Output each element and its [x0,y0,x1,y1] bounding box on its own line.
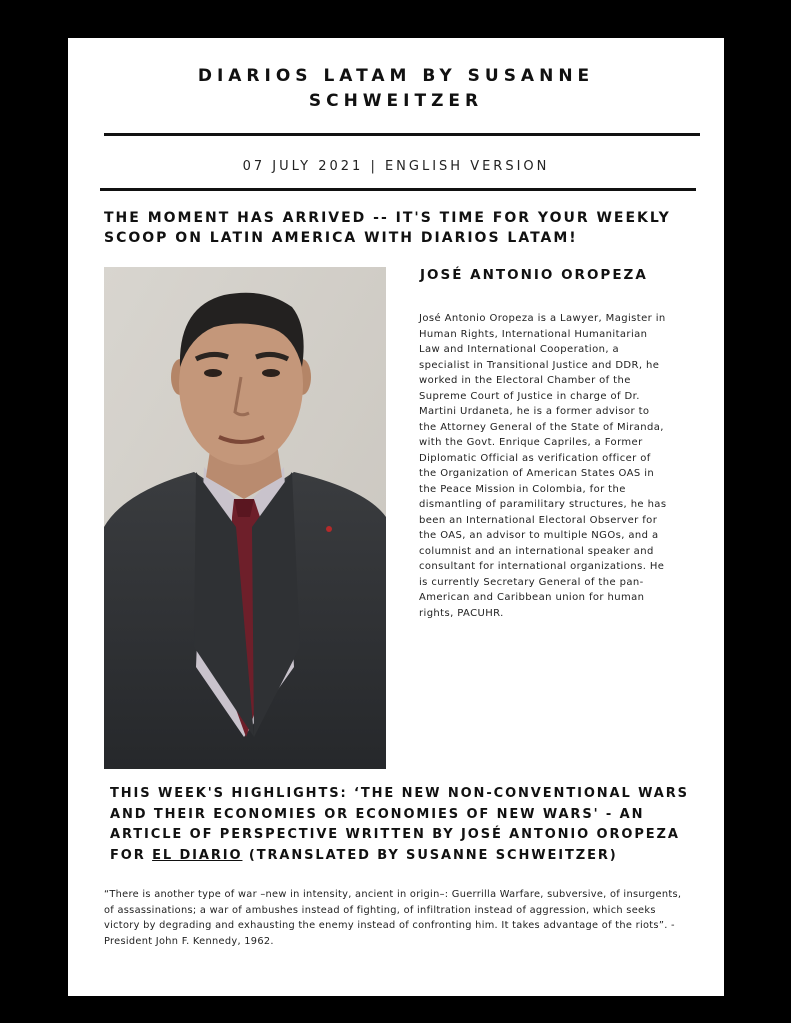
weekly-highlights [110,784,710,866]
headline: THE MOMENT HAS ARRIVED -- IT'S TIME FOR YOUR WEEKLY SCOOP ON LATIN AMERICA WITH DIARIOS LATAM! [104,210,671,246]
second-divider [100,188,696,191]
highlights-text: THIS WEEK'S HIGHLIGHTS: ‘THE NEW NON-CONVENTIONAL WARS AND THEIR ECONOMIES OR ECONOMIES OF NEW WARS' - AN ARTICLE OF PERSPECTIVE WRITTEN BY JOSÉ ANTONIO OROPEZA FOR [110,786,689,863]
newsletter-title [68,64,724,114]
title-line-2: SCHWEITZER [308,91,484,111]
title-line-1: DIARIOS LATAM BY SUSANNE [197,66,595,86]
el-diario-link[interactable]: EL DIARIO [152,847,243,863]
profile-photo [104,267,386,769]
highlights-translation-note: (TRANSLATED BY SUSANNE SCHWEITZER) [242,847,618,863]
kennedy-quote: “There is another type of war –new in intensity, ancient in origin–: Guerrilla Warfare, subversive, of insurgents, of assassinations; a war of ambushes instead of fighting, of infiltration instead of aggression, which seeks victory by degrading and exhausting the enemy instead of confronting him. It takes advantage of the riots”. - President John F. Kennedy, 1962. [104,889,682,947]
dateline: 07 JULY 2021 | ENGLISH VERSION [242,159,550,174]
top-divider [104,133,700,136]
profile-bio: José Antonio Oropeza is a Lawyer, Magister in Human Rights, International Humanitarian Law and International Cooperation, a specialist in Transitional Justice and DDR, he worked in the Electoral Chamber of the Supreme Court of Justice in charge of Dr. Martini Urdaneta, he is a former advisor to the Attorney General of the State of Miranda, with the Govt. Enrique Capriles, a Former Diplomatic Official as verification officer of the Organization of American States OAS in the Peace Mission in Colombia, for the dismantling of paramilitary structures, he has been an International Electoral Observer for the OAS, an advisor to multiple NGOs, and a columnist and an international speaker and consultant for international organizations. He is currently Secretary General of the pan-American and Caribbean union for human rights, PACUHR. [419,313,667,619]
profile-name: JOSÉ ANTONIO OROPEZA [420,267,648,283]
newsletter-page [68,38,724,996]
